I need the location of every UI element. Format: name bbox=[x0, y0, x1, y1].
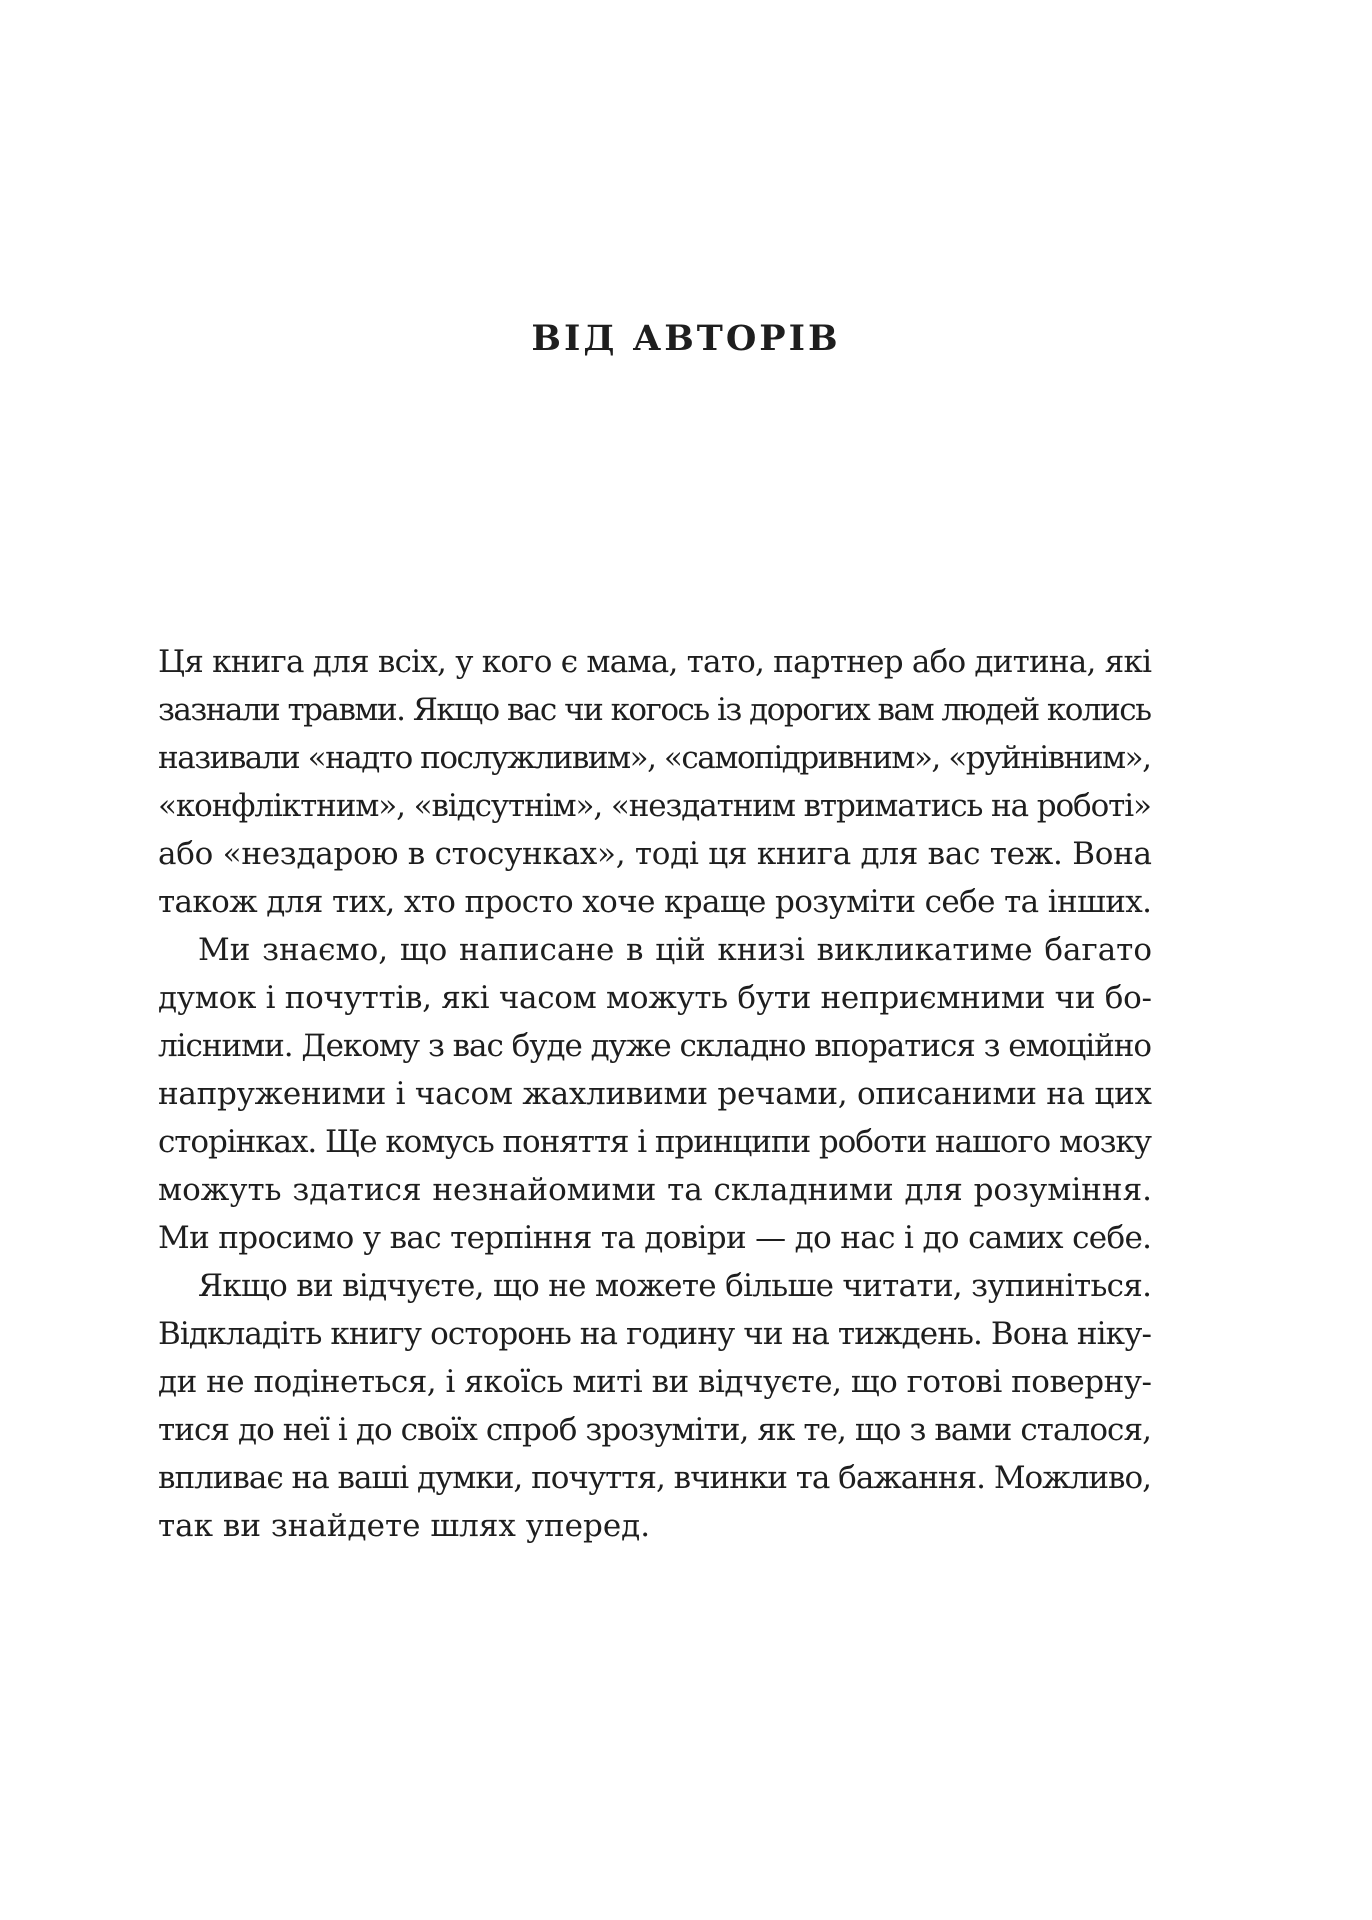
text-line: думок і почуттів, які часом можуть бути неприємними чи бо- bbox=[158, 980, 1152, 1016]
body-text bbox=[158, 638, 1152, 1550]
text-line: так ви знайдете шлях уперед. bbox=[158, 1508, 651, 1544]
text-line: зазнали травми. Якщо вас чи когось із дорогих вам людей колись bbox=[158, 692, 1151, 728]
text-line: Якщо ви відчуєте, що не можете більше читати, зупиніться. bbox=[198, 1268, 1152, 1304]
text-line: Відкладіть книгу осторонь на годину чи на тиждень. Вона ніку- bbox=[158, 1316, 1152, 1352]
text-line: можуть здатися незнайомими та складними для розуміння. bbox=[158, 1172, 1152, 1208]
text-line: сторінках. Ще комусь поняття і принципи роботи нашого мозку bbox=[158, 1124, 1151, 1160]
text-line: Ми просимо у вас терпіння та довіри — до нас і до самих себе. bbox=[158, 1220, 1152, 1256]
text-line: впливає на ваші думки, почуття, вчинки та бажання. Можливо, bbox=[158, 1460, 1151, 1496]
text-line: або «нездарою в стосунках», тоді ця книга для вас теж. Вона bbox=[158, 836, 1152, 872]
text-line: напруженими і часом жахливими речами, описаними на цих bbox=[158, 1076, 1152, 1112]
text-line: називали «надто послужливим», «самопідривним», «руйнівним», bbox=[158, 740, 1151, 776]
paragraph-3 bbox=[158, 1262, 1152, 1550]
page-title: ВІД АВТОРІВ bbox=[531, 318, 841, 359]
text-line: тися до неї і до своїх спроб зрозуміти, як те, що з вами сталося, bbox=[158, 1412, 1152, 1448]
paragraph-2 bbox=[158, 926, 1152, 1262]
text-line: також для тих, хто просто хоче краще розуміти себе та інших. bbox=[158, 884, 1152, 920]
text-line: Ми знаємо, що написане в цій книзі викликатиме багато bbox=[198, 932, 1152, 968]
text-line: лісними. Декому з вас буде дуже складно впоратися з емоційно bbox=[158, 1028, 1151, 1064]
text-line: ди не подінеться, і якоїсь миті ви відчуєте, що готові поверну- bbox=[158, 1364, 1152, 1400]
paragraph-1 bbox=[158, 638, 1152, 926]
text-line: «конфліктним», «відсутнім», «нездатним втриматись на роботі» bbox=[158, 788, 1151, 824]
text-line: Ця книга для всіх, у кого є мама, тато, партнер або дитина, які bbox=[158, 644, 1152, 680]
